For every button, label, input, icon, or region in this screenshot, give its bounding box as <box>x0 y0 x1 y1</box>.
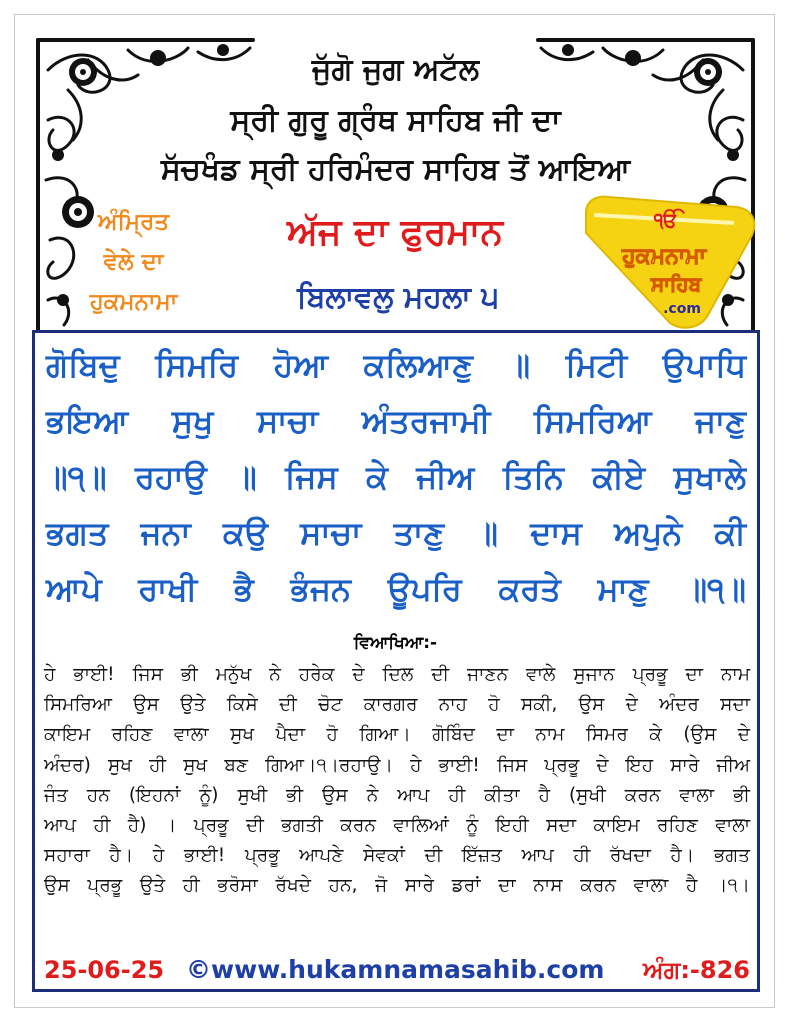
header-line-2: ਸ੍ਰੀ ਗੁਰੂ ਗ੍ਰੰਥ ਸਾਹਿਬ ਜੀ ਦਾ <box>230 103 561 138</box>
footer-ang-number: ਅੰਗ:-826 <box>642 956 750 984</box>
explanation-line: ਹੇ ਭਾਈ! ਜਿਸ ਭੀ ਮਨੁੱਖ ਨੇ ਹਰੇਕ ਦੇ ਦਿਲ ਦੀ ਜਾਣਨ ਵਾਲੇ ਸੁਜਾਨ ਪ੍ਰਭੂ ਦਾ ਨਾਮ <box>44 664 750 685</box>
vyakhya-label: ਵਿਆਖਿਆ:- <box>353 633 438 653</box>
explanation-line: ਜੰਤ ਹਨ (ਇਹਨਾਂ ਨੂੰ) ਸੁਖੀ ਭੀ ਉਸ ਨੇ ਆਪ ਹੀ ਕੀਤਾ ਹੈ (ਸੁਖੀ ਕਰਨ ਵਾਲਾ ਭੀ <box>44 784 750 806</box>
amrit-vele-label <box>46 202 221 322</box>
shabad-text <box>34 337 758 617</box>
amrit-line-1: ਅੰਮ੍ਰਿਤ <box>97 209 170 235</box>
logo-ek-onkar: ੴ <box>653 208 679 232</box>
shabad-line: ਭਇਆ ਸੁਖੁ ਸਾਚਾ ਅੰਤਰਜਾਮੀ ਸਿਮਰਿਆ ਜਾਣੁ <box>46 402 746 440</box>
explanation-line: ਆਪ ਹੀ ਹੈ) । ਪ੍ਰਭੂ ਦੀ ਭਗਤੀ ਕਰਨ ਵਾਲਿਆਂ ਨੂੰ ਇਹੀ ਸਦਾ ਕਾਇਮ ਰਹਿਣ ਵਾਲਾ <box>44 815 750 837</box>
explanation-line: ਉਸ ਪ੍ਰਭੂ ਉਤੇ ਹੀ ਭਰੋਸਾ ਰੱਖਦੇ ਹਨ, ਜੋ ਸਾਰੇ ਡਰਾਂ ਦਾ ਨਾਸ ਕਰਨ ਵਾਲਾ ਹੈ ।੧। <box>44 875 750 897</box>
header-line-3: ਸੱਚਖੰਡ ਸ੍ਰੀ ਹਰਿਮੰਦਰ ਸਾਹਿਬ ਤੋਂ ਆਇਆ <box>160 152 631 187</box>
shabad-line: ਭਗਤ ਜਨਾ ਕਉ ਸਾਚਾ ਤਾਣੁ ॥ ਦਾਸ ਅਪੁਨੇ ਕੀ <box>46 514 746 552</box>
shabad-subtitle: ਬਿਲਾਵਲੁ ਮਹਲਾ ੫ <box>297 280 499 315</box>
amrit-line-3: ਹੁਕਮਨਾਮਾ <box>89 289 178 315</box>
hukamnama-sahib-logo <box>566 193 762 333</box>
explanation-line: ਸਿਮਰਿਆ ਉਸ ਉਤੇ ਕਿਸੇ ਦੀ ਚੋਟ ਕਾਰਗਰ ਨਾਹ ਹੋ ਸਕੀ, ਉਸ ਦੇ ਅੰਦਰ ਸਦਾ <box>44 694 750 716</box>
shabad-line: ॥੧॥ ਰਹਾਉ ॥ ਜਿਸ ਕੇ ਜੀਅ ਤਿਨਿ ਕੀਏ ਸੁਖਾਲੇ <box>46 458 746 496</box>
explanation-text <box>44 660 750 902</box>
page-title: ਅੱਜ ਦਾ ਫੁਰਮਾਨ <box>287 212 503 253</box>
explanation-line: ਕਾਇਮ ਰਹਿਣ ਵਾਲਾ ਸੁਖ ਪੈਦਾ ਹੋ ਗਿਆ। ਗੋਬਿੰਦ ਦਾ ਨਾਮ ਸਿਮਰ ਕੇ (ਉਸ ਦੇ <box>44 724 750 746</box>
shabad-line: ਗੋਬਿਦੁ ਸਿਮਰਿ ਹੋਆ ਕਲਿਆਣੁ ॥ ਮਿਟੀ ਉਪਾਧਿ <box>46 346 746 384</box>
footer-bar <box>38 952 754 988</box>
amrit-line-2: ਵੇਲੇ ਦਾ <box>103 249 164 275</box>
logo-line-2: ਸਾਹਿਬ <box>650 272 702 296</box>
logo-line-3: .com <box>663 301 701 317</box>
shabad-line: ਆਪੇ ਰਾਖੀ ਭੈ ਭੰਜਨ ਊਪਰਿ ਕਰਤੇ ਮਾਣੁ ॥੧॥ <box>46 570 746 608</box>
footer-website-link[interactable]: ©www.hukamnamasahib.com <box>186 955 605 984</box>
footer-date: 25-06-25 <box>44 956 165 984</box>
explanation-line: ਅੰਦਰ) ਸੁਖ ਹੀ ਸੁਖ ਬਣ ਗਿਆ।੧।ਰਹਾਉ। ਹੇ ਭਾਈ! ਜਿਸ ਪ੍ਰਭੂ ਦੇ ਇਹ ਸਾਰੇ ਜੀਅ <box>44 754 750 776</box>
logo-line-1: ਹੁਕਮਨਾਮਾ <box>622 244 706 269</box>
explanation-line: ਸਹਾਰਾ ਹੈ। ਹੇ ਭਾਈ! ਪ੍ਰਭੂ ਆਪਣੇ ਸੇਵਕਾਂ ਦੀ ਇੱਜ਼ਤ ਆਪ ਹੀ ਰੱਖਦਾ ਹੈ। ਭਗਤ <box>44 845 750 867</box>
header-line-1: ਜੁੱਗੋ ਜੁਗ ਅਟੱਲ <box>311 52 480 87</box>
